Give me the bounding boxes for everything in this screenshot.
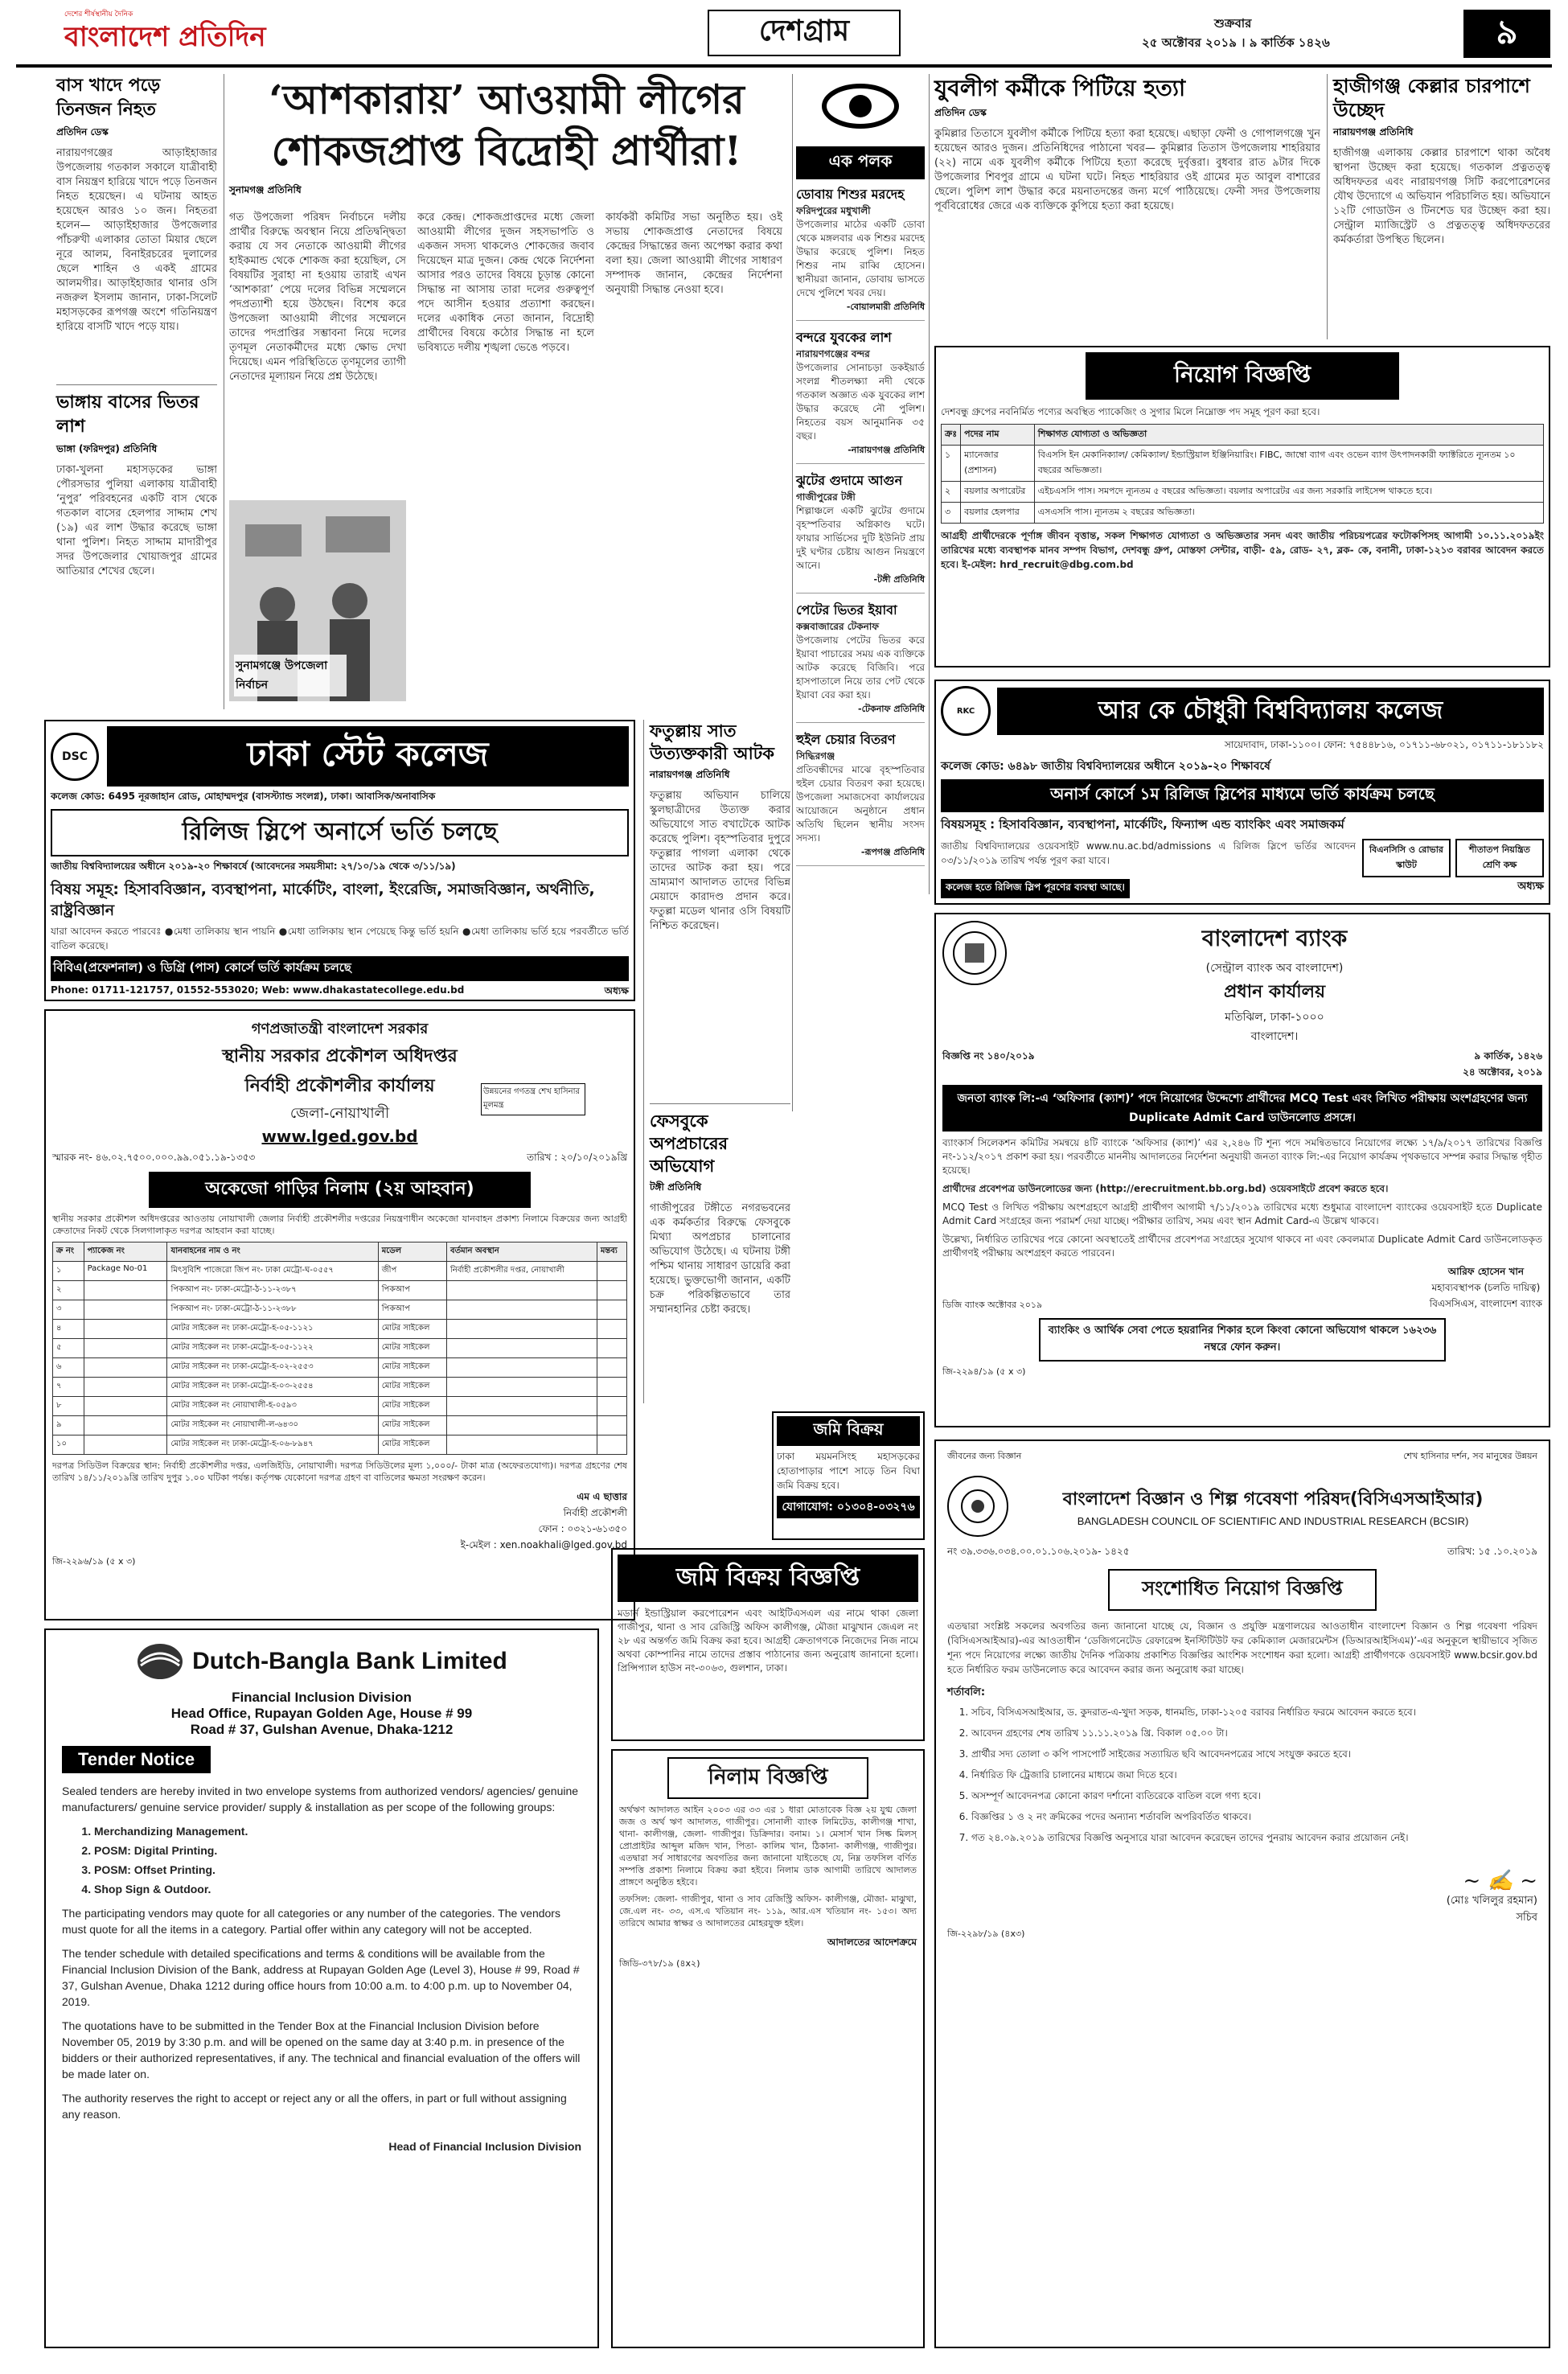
table-cell: ৮ bbox=[53, 1397, 84, 1416]
divider bbox=[56, 384, 217, 385]
article-column: করে কেন্দ্র। শোকজপ্রাপ্তদের মধ্যে জেলা আওয়ামী লীগের দুজন সহসভাপতি ও একজন সদস্য থাকলেও শোকজের জবাব দিয়েছেন মাত্র দুজন। কেন্দ্র থেকে নির্দেশনা আসার পরও তাদের বিষয়ে চূড়ান্ত কোনো সিদ্ধান্ত না আসায় তারা দলের গুরুত্বপূর্ণ পদে আসীন হওয়ার প্রত্যাশা করছেন। দলের একাধিক নেতা জানান, বিদ্রোহী প্রার্থীদের বিষয়ে কঠোর সিদ্ধান্ত না হলে ভবিষ্যতে দলীয় শৃঙ্খলা ভেঙে পড়বে। bbox=[417, 212, 594, 354]
bb-sub: (সেন্ট্রাল ব্যাংক অব বাংলাদেশ) bbox=[1205, 962, 1344, 975]
divider bbox=[650, 1103, 790, 1104]
table-cell: মোটর সাইকেল নং ঢাকা-মেট্রো-হ-০৫-১১২২ bbox=[167, 1339, 378, 1358]
ad-rk-college bbox=[934, 680, 1550, 905]
flash-byline: সিদ্ধিরগঞ্জ bbox=[796, 750, 835, 762]
article-body: কুমিল্লার তিতাসে যুবলীগ কর্মীকে পিটিয়ে হত্যা করা হয়েছে। এছাড়া ফেনী ও গোপালগঞ্জে খুন হয়েছেন আরও দুজন। প্রতিনিধিদের পাঠানো খবর— কুমিল্লার তিতাস উপজেলায় শাহরিয়ার (২২) নামে এক যুবলীগ কর্মীকে পিটিয়ে হত্যা করেছে দুর্বৃত্তরা। বুধবার রাত ৯টার দিকে উপজেলার শিবপুর গ্রামে এ ঘটনা ঘটে। নিহত শাহরিয়ার ওই গ্রামের মৃত আবুল বাশারের ছেলে। পুলিশ লাশ উদ্ধার করে ময়নাতদন্তের জন্য মর্গে পাঠিয়েছে। ফেনী সদর উপজেলায় পূর্ববিরোধের জেরে এক ব্যক্তিকে কুপিয়ে হত্যা করা হয়েছে। bbox=[934, 128, 1320, 212]
ad-body: ঢাকা ময়মনসিংহ মহাসড়কের হোতাপাড়ার পাশে সাড়ে তিন বিঘা জমি বিক্রয় হবে। bbox=[777, 1451, 920, 1491]
table-cell: মোটর সাইকেল bbox=[378, 1358, 446, 1378]
table-row bbox=[53, 1300, 627, 1320]
tender-p1: Sealed tenders are hereby invited in two envelope systems from authorized vendors/ agencies/ genuine manufacturers/ genuine service provider/ supply & installation as per scope of the following groups: bbox=[62, 1785, 579, 1813]
table-row bbox=[53, 1320, 627, 1339]
table-cell: ৬ bbox=[53, 1358, 84, 1378]
table-cell: পিকআপ নং- ঢাকা-মেট্রো-ঠ-১১-২৩৮৭ bbox=[167, 1281, 378, 1300]
term-item: 2. আবেদন গ্রহণের শেষ তারিখ ১১.১১.২০১৯ খ্রি. বিকাল ০৫.০০ টা। bbox=[971, 1726, 1537, 1740]
term-item: 3. প্রার্থীর সদ্য তোলা ৩ কপি পাসপোর্ট সাইজের সত্যায়িত ছবি আবেদনপত্রের সাথে সংযুক্ত করতে হবে। bbox=[971, 1747, 1537, 1761]
bcsir-terms bbox=[971, 1705, 1537, 1845]
article-body: নারায়ণগঞ্জের আড়াইহাজার উপজেলায় গতকাল সকালে যাত্রীবাহী বাস নিয়ন্ত্রণ হারিয়ে খাদে পড়ে তিনজন নিহত হয়েছেন। এ ঘটনায় আহত হয়েছেন আরও ১০ জন। নিহতরা হলেন— আড়াইহাজার উপজেলার পাঁচরুখী এলাকার তোতা মিয়ার ছেলে নূরে আলম, বিনাইরচরের দুলালের ছেলে শাহিন ও একই গ্রামের আলমগীর। আড়াইহাজার থানার ওসি নজরুল ইসলাম জানান, ঢাকা-সিলেট মহাসড়কের রূপগঞ্জ অংশে গতিনিয়ন্ত্রণ হারিয়ে বাসটি খাদে পড়ে যায়। bbox=[56, 147, 217, 333]
bb-banner: জনতা ব্যাংক লি:-এ ‘অফিসার (ক্যাশ)’ পদে নিয়োগের উদ্দেশ্যে প্রার্থীদের MCQ Test এবং লিখিত পরীক্ষায় অংশগ্রহণের জন্য Duplicate Admit Card ডাউনলোড প্রসঙ্গে। bbox=[942, 1085, 1542, 1132]
table-cell bbox=[597, 1416, 626, 1435]
ad-job bbox=[934, 346, 1550, 667]
college-logo: RKC bbox=[941, 686, 991, 736]
lead-headline-1: ‘আশকারায়’ আওয়ামী লীগের bbox=[269, 76, 745, 123]
table-cell bbox=[597, 1378, 626, 1397]
ad-title: জমি বিক্রয় বিজ্ঞপ্তি bbox=[618, 1555, 918, 1602]
flash-item bbox=[796, 602, 925, 723]
ad-district: জেলা-নোয়াখালী bbox=[289, 1105, 390, 1122]
headline: ফতুল্লায় সাত উত্যক্তকারী আটক bbox=[650, 721, 774, 763]
ad-banner: অকেজো গাড়ির নিলাম (২য় আহবান) bbox=[149, 1172, 531, 1208]
masthead-tagline: দেশের শীর্ষস্থানীয় দৈনিক bbox=[64, 10, 133, 18]
column-divider bbox=[792, 74, 793, 1111]
lead-story bbox=[229, 74, 784, 709]
byline: প্রতিদিন ডেস্ক bbox=[934, 107, 987, 118]
ad-dept: স্থানীয় সরকার প্রকৌশল অধিদপ্তর bbox=[222, 1046, 458, 1066]
ad-dbbl bbox=[44, 1629, 599, 2348]
table-header: যানবাহনের নাম ও নং bbox=[167, 1242, 378, 1262]
masthead bbox=[16, 6, 1552, 63]
byline: ভাঙ্গা (ফরিদপুর) প্রতিনিধি bbox=[56, 443, 158, 454]
news-fatulla bbox=[650, 720, 790, 1098]
article-body: ফতুল্লায় অভিযান চালিয়ে স্কুলছাত্রীদের উত্যক্ত করার অভিযোগে সাত বখাটেকে আটক করেছে পুলিশ। বৃহস্পতিবার দুপুরে ফতুল্লার পাগলা এলাকা থেকে তাদের আটক করা হয়। পরে ভ্রাম্যমাণ আদালত তাদের বিভিন্ন মেয়াদে কারাদণ্ড প্রদান করে। ফতুল্লা মডেল থানার ওসি বিষয়টি নিশ্চিত করেছেন। bbox=[650, 790, 790, 932]
table-header: শিক্ষাগত যোগ্যতা ও অভিজ্ঞতা bbox=[1034, 425, 1543, 446]
term-item: 5. অসম্পূর্ণ আবেদনপত্র কোনো কারণ দর্শানো ব্যতিরেকে বাতিল বলে গণ্য হবে। bbox=[971, 1789, 1537, 1803]
ad-schedule: তফসিল: জেলা- গাজীপুর, থানা ও সাব রেজিস্ট্রি অফিস- কালীগঞ্জ, মৌজা- মাঝুখা, জে.এল নং- ৩৩, এস.এ খতিয়ান নং- ১১৯, আর.এস খতিয়ান নং- ১৫৩। অদ্য তারিখে আমার স্বাক্ষর ও আদালতের মোহরযুক্ত হইল। bbox=[619, 1894, 917, 1928]
ad-ref-date: তারিখ : ২০/১০/২০১৯খ্রি bbox=[527, 1152, 627, 1163]
table-row bbox=[53, 1339, 627, 1358]
table-header: পদের নাম bbox=[961, 425, 1035, 446]
bcsir-date: তারিখ: ১৫ .১০.২০১৯ bbox=[1447, 1546, 1537, 1557]
flash-column bbox=[796, 74, 925, 1385]
bb-ref-code: ডিজি ব্যাংক অক্টোবর ২০১৯ bbox=[942, 1300, 1043, 1310]
table-cell: ১ bbox=[942, 446, 961, 482]
table-header: ক্র নং bbox=[53, 1242, 84, 1262]
flash-label: এক পলক bbox=[796, 146, 925, 179]
tender-groups bbox=[94, 1823, 581, 1897]
ad-office: নির্বাহী প্রকৌশলীর কার্যালয় bbox=[244, 1076, 435, 1096]
sig-name: (মোঃ খলিলুর রহমান) bbox=[1446, 1895, 1537, 1907]
table-cell: ৫ bbox=[53, 1339, 84, 1358]
tender-p4: The quotations have to be submitted in the Tender Box at the Financial Inclusion Division before November 05, 2019 by 3:30 p.m. and will be opened on the same day at 3:40 p.m. in presence of the bidders or their authorized representatives, if any. The technical and financial evaluation of the offers will be made later on. bbox=[62, 2019, 581, 2080]
ad-eligibility: যারা আবেদন করতে পারবেঃ ●মেধা তালিকায় স্থান পায়নি ●মেধা তালিকায় স্থান পেয়েছে কিন্তু ভর্তি হয়নি ●মেধা তালিকায় ভর্তি হয়ে পরবর্তীতে ভর্তি বাতিল করেছে। bbox=[51, 926, 629, 951]
tender-p2: The participating vendors may quote for all categories or any number of the categories. The vendors must quote for all the items in a category. Partial offer within any category will not be accepted. bbox=[62, 1907, 560, 1936]
bb-country: বাংলাদেশ। bbox=[1250, 1030, 1299, 1043]
ad-note: জাতীয় বিশ্ববিদ্যালয়ের অধীনে ২০১৯-২০ শিক্ষাবর্ষে (আবেদনের সময়সীমা: ২৭/১০/১৯ থেকে ৩/১১/১৯) bbox=[51, 860, 456, 872]
eye-icon bbox=[796, 74, 925, 146]
bcsir-ref: নং ৩৯.৩৩৬.০৩৪.০০.০১.১০৬.২০১৯- ১৪২৫ bbox=[947, 1546, 1130, 1557]
job-table bbox=[941, 424, 1544, 524]
article-column: কার্যকরী কমিটির সভা অনুষ্ঠিত হয়। ওই সভায় শোকজপ্রাপ্ত নেতাদের বিষয়ে কেন্দ্রের সিদ্ধান্তের জন্য অপেক্ষা করার কথা বলা হয়। জেলা আওয়ামী লীগের সাধারণ সম্পাদক জানান, কেন্দ্রের নির্দেশনা অনুযায়ী সিদ্ধান্ত নেওয়া হবে। bbox=[605, 212, 782, 296]
column-divider bbox=[643, 720, 644, 1403]
table-cell: ৩ bbox=[53, 1300, 84, 1320]
section-label bbox=[708, 10, 901, 56]
ad-address: সায়েদাবাদ, ঢাকা-১১০০। ফোন: ৭৫৪৪৮১৬, ০১৭১১-৬৮০২১, ০১৭১১-১৮১১৮২ bbox=[1224, 739, 1544, 750]
ad-title: নিলাম বিজ্ঞপ্তি bbox=[667, 1757, 868, 1799]
ad-code: জি-২২৯৮/১৯ (৪x৩) bbox=[947, 1928, 1025, 1939]
news-facebook bbox=[650, 1110, 790, 1399]
bcsir-name-en: BANGLADESH COUNCIL OF SCIENTIFIC AND INDUSTRIAL RESEARCH (BCSIR) bbox=[1077, 1515, 1469, 1527]
table-cell bbox=[84, 1281, 167, 1300]
table-cell bbox=[447, 1300, 597, 1320]
bcsir-banner: সংশোধিত নিয়োগ বিজ্ঞপ্তি bbox=[1108, 1569, 1377, 1611]
ad-features bbox=[1362, 839, 1544, 877]
table-row bbox=[53, 1281, 627, 1300]
table-cell: ৭ bbox=[53, 1378, 84, 1397]
table-cell: Package No-01 bbox=[84, 1262, 167, 1281]
sig-phone: ফোন : ০৩২১-৬১৩৫০ bbox=[538, 1523, 627, 1534]
table-cell: জীপ bbox=[378, 1262, 446, 1281]
table-cell bbox=[84, 1435, 167, 1455]
sig-title: মহাব্যবস্থাপক (চলতি দায়িত্ব) bbox=[1431, 1282, 1541, 1293]
ad-body: মডার্ন ইন্ডাস্ট্রিয়াল করপোরেশন এবং আইটিএসএল এর নামে থাকা জেলা গাজীপুর, থানা ও সাব রেজিস্ট্রি অফিস কালীগঞ্জ, মৌজা মাঝুখান জেএল নং ২৮ এর অন্তর্গত জমি বিক্রয় করা হবে। আগ্রহী ক্রেতাগণকে নিজেদের নিজ নামে অথবা কোম্পানির নামে তাদের প্রস্তাব পাঠানোর জন্য অনুরোধ জানানো হলো। প্রিন্সিপ্যাল হাউস নং-৩০৬৩, গুলশান, ঢাকা। bbox=[618, 1608, 918, 1674]
flash-item bbox=[796, 186, 925, 321]
ad-intro: স্থানীয় সরকার প্রকৌশল অধিদপ্তরের আওতায় নোয়াখালী জেলার নির্বাহী প্রকৌশলীর দপ্তরের নিয়ন্ত্রণাধীন অকেজো যানবাহন প্রকাশ্য নিলামে বিক্রয়ের জন্য আগ্রহী ক্রেতাদের নিকট থেকে সিলগালাকৃত দরপত্র আহবান করা যাচ্ছে। bbox=[52, 1214, 627, 1236]
bb-date-2: ২৪ অক্টোবর, ২০১৯ bbox=[1463, 1066, 1542, 1078]
table-row bbox=[53, 1358, 627, 1378]
table-row bbox=[53, 1262, 627, 1281]
table-row bbox=[942, 446, 1544, 482]
bank-address-2: Road # 37, Gulshan Avenue, Dhaka-1212 bbox=[190, 1722, 454, 1737]
column-divider bbox=[1327, 74, 1328, 339]
ad-title: জমি বিক্রয় bbox=[777, 1416, 920, 1446]
table-cell bbox=[447, 1281, 597, 1300]
ad-code: জি-২২৯৪/১৯ (৫ x ৩) bbox=[942, 1366, 1026, 1377]
section-title: দেশগ্রাম bbox=[758, 14, 850, 47]
news-bhanga bbox=[56, 391, 217, 648]
table-cell: এসএসসি পাস। ন্যূনতম ২ বছরের অভিজ্ঞতা। bbox=[1034, 503, 1543, 524]
flash-headline: বন্দরে যুবকের লাশ bbox=[796, 330, 892, 345]
table-cell bbox=[447, 1339, 597, 1358]
table-row bbox=[942, 482, 1544, 503]
table-cell bbox=[84, 1358, 167, 1378]
byline: প্রতিদিন ডেস্ক bbox=[56, 126, 109, 138]
tender-signature: Head of Financial Inclusion Division bbox=[388, 2140, 581, 2153]
dbbl-logo-icon bbox=[136, 1641, 184, 1682]
page-number: ৯ bbox=[1463, 10, 1550, 58]
table-cell: বিএসসি ইন মেকানিক্যাল/ কেমিক্যাল/ ইন্ডাস্ট্রিয়াল ইঞ্জিনিয়ারিং। FIBC, জাম্বো ব্যাগ এবং ওভেন ব্যাগ উৎপাদনকারী ফ্যাক্টরিতে ন্যূনতম ১০ বছরের অভিজ্ঞতা। bbox=[1034, 446, 1543, 482]
ad-signature: আদালতের আদেশক্রমে bbox=[827, 1937, 917, 1948]
table-cell: মোটর সাইকেল bbox=[378, 1416, 446, 1435]
photo-caption: সুনামগঞ্জে উপজেলা নির্বাচন bbox=[234, 655, 347, 696]
term-item: 6. বিজ্ঞপ্তির ১ ও ২ নং ক্রমিকের পদের অন্যান্য শর্তাবলি অপরিবর্তিত থাকবে। bbox=[971, 1809, 1537, 1824]
table-cell: মোটর সাইকেল নং ঢাকা-মেট্রো-হ-০২-২৫৫৩ bbox=[167, 1358, 378, 1378]
table-cell bbox=[597, 1320, 626, 1339]
ad-apply: আগ্রহী প্রার্থীদেরকে পূর্ণাঙ্গ জীবন বৃত্তান্ত, সকল শিক্ষাগত যোগ্যতা ও অভিজ্ঞতার সনদ এবং জাতীয় পরিচয়পত্রের ফটোকপিসহ আগামী ১০.১১.২০১৯ইং তারিখের মধ্যে ব্যবস্থাপক মানব সম্পদ বিভাগ, দেশবন্ধু গ্রুপ, মোস্তফা সেন্টার, বাড়ী- ৫৯, রোড- ২৭, ব্লক- কে, বনানী, ঢাকা-১২১৩ বরাবর আবেদন করতে হবে। ই-মেইল: hrd_recruit@dbg.com.bd bbox=[941, 530, 1544, 570]
table-cell: ২ bbox=[53, 1281, 84, 1300]
table-row bbox=[53, 1378, 627, 1397]
table-cell bbox=[597, 1358, 626, 1378]
table-header: প্যাকেজ নং bbox=[84, 1242, 167, 1262]
table-cell: মোটর সাইকেল নং ঢাকা-মেট্রো-হ-০৬-৮৯৪৭ bbox=[167, 1435, 378, 1455]
tender-group-item: 3. POSM: Offset Printing. bbox=[94, 1862, 581, 1878]
article-body: গাজীপুরের টঙ্গীতে নগরভবনের এক কর্মকর্তার বিরুদ্ধে ফেসবুকে মিথ্যা অপপ্রচার চালানোর অভিযোগ উঠেছে। এ ঘটনায় টঙ্গী পশ্চিম থানায় সাধারণ ডায়েরি করা হয়েছে। ভুক্তভোগী জানান, একটি চক্র পরিকল্পিতভাবে তার সম্মানহানির চেষ্টা করছে। bbox=[650, 1202, 790, 1316]
ad-bcsir bbox=[934, 1440, 1550, 2348]
bb-date-1: ৯ কার্তিক, ১৪২৬ bbox=[1474, 1050, 1542, 1062]
flash-item bbox=[796, 472, 925, 594]
flash-item bbox=[796, 329, 925, 464]
bb-address: মতিঝিল, ঢাকা-১০০০ bbox=[1225, 1011, 1324, 1024]
news-jubolig bbox=[934, 74, 1320, 339]
headline: ভাঙ্গায় বাসের ভিতর লাশ bbox=[56, 392, 199, 437]
flash-sig: -বোয়ালমারী প্রতিনিধি bbox=[846, 302, 925, 312]
table-cell bbox=[84, 1416, 167, 1435]
ad-motto: উন্নয়নের গণতন্ত্র শেখ হাসিনার মূলমন্ত্র bbox=[481, 1083, 585, 1115]
tender-p3: The tender schedule with detailed specifications and terms & conditions will be available from the Financial Inclusion Division of the Bank, address at Rupayan Golden Age (Level 3), House # 99, Road # 37, Gulshan Avenue, Dhaka 1212 during office hours from 10:00 a.m. to 4:00 p.m. up to November 04, 2019. bbox=[62, 1947, 580, 2008]
article-column: গত উপজেলা পরিষদ নির্বাচনে দলীয় প্রার্থীর বিরুদ্ধে অবস্থান নিয়ে প্রতিদ্বন্দ্বিতা করায় যে সব নেতাকে আওয়ামী লীগের হাইকমান্ড থেকে শোকজ করা হয়েছিল, সে বিষয়টির সুরাহা না হওয়ায় তারাই এখন ‘আশকারা’ পেয়ে দলের বিভিন্ন সম্মেলনে পদপ্রত্যাশী হয়ে উঠছেন। বিশেষ করে উপজেলা আওয়ামী লীগের সম্মেলনে তাদের পদপ্রাপ্তির সম্ভাবনা নিয়ে দলের তৃণমূল নেতাকর্মীদের মধ্যে ক্ষোভ দেখা দিয়েছে। এমন পরিস্থিতিতে তৃণমূলের ত্যাগী নেতাদের মূল্যায়ন নিয়ে প্রশ্ন উঠেছে। bbox=[229, 212, 406, 383]
headline: বাস খাদে পড়ে তিনজন নিহত bbox=[56, 76, 161, 120]
term-item: 1. সচিব, বিসিএসআইআর, ড. কুদরাত-এ-খুদা সড়ক, ধানমন্ডি, ঢাকা-১২০৫ বরাবর নির্ধারিত ফরমে আবেদন করতে হবে। bbox=[971, 1705, 1537, 1719]
byline: টঙ্গী প্রতিনিধি bbox=[650, 1181, 702, 1193]
bcsir-top-right: শেখ হাসিনার দর্শন, সব মানুষের উন্নয়ন bbox=[1403, 1451, 1537, 1461]
headline: যুবলীগ কর্মীকে পিটিয়ে হত্যা bbox=[934, 75, 1186, 101]
bcsir-top-left: জীবনের জন্য বিজ্ঞান bbox=[947, 1451, 1022, 1461]
table-cell bbox=[447, 1397, 597, 1416]
table-cell bbox=[84, 1378, 167, 1397]
bcsir-logo bbox=[947, 1476, 1008, 1537]
table-cell bbox=[447, 1320, 597, 1339]
flash-byline: কক্সবাজারের টেকনাফ bbox=[796, 621, 880, 632]
table-cell: মোটর সাইকেল নং নোয়াখালী-হ-০৫৯৩ bbox=[167, 1397, 378, 1416]
bcsir-body: এতদ্বারা সংশ্লিষ্ট সকলের অবগতির জন্য জানানো যাচ্ছে যে, বিজ্ঞান ও প্রযুক্তি মন্ত্রণালয়ের আওতাধীন বাংলাদেশ বিজ্ঞান ও শিল্প গবেষণা পরিষদ (বিসিএসআইআর)-এর আওতাধীন ‘ডেজিগনেটেড রেফারেন্স ইনস্টিটিউট ফর কেমিক্যাল মেজারমেন্টস (ডিআরআইসিএম)’-এর অনুকূলে স্থায়ীভাবে সৃজিত শূন্য পদে নিয়োগের লক্ষ্যে জাতীয় দৈনিক পত্রিকায় প্রকাশিত বিজ্ঞপ্তির আংশিক সংশোধন করা হলো। আগ্রহী প্রার্থীগণকে ওয়েবসাইট www.bcsir.gov.bd হতে নির্ধারিত ফরম ডাউনলোড করে আবেদন করার জন্য অনুরোধ করা যাচ্ছে। bbox=[947, 1620, 1537, 1675]
table-row bbox=[942, 503, 1544, 524]
ad-code: জিডি-৩৭৮/১৯ (৪x২) bbox=[619, 1958, 700, 1969]
ad-title: আর কে চৌধুরী বিশ্ববিদ্যালয় কলেজ bbox=[997, 688, 1544, 735]
term-item: 7. গত ২৪.০৯.২০১৯ তারিখের বিজ্ঞপ্তি অনুসারে যারা আবেদন করেছেন তাদের পুনরায় আবেদন করার প্রয়োজন নেই। bbox=[971, 1830, 1537, 1845]
ad-web: জাতীয় বিশ্ববিদ্যালয়ের ওয়েবসাইট www.nu.ac.bd/admissions এ রিলিজ স্লিপে ভর্তির আবেদন ০৩/১১/২০১৯ তারিখ পর্যন্ত পূরণ করা যাবে। bbox=[941, 840, 1356, 866]
table-cell: মোটর সাইকেল নং ঢাকা-মেট্রো-হ-০৫-১১২১ bbox=[167, 1320, 378, 1339]
bcsir-name-bn: বাংলাদেশ বিজ্ঞান ও শিল্প গবেষণা পরিষদ(বিসিএসআইআর) bbox=[1062, 1489, 1484, 1509]
sig-org: বিএসসিএস, বাংলাদেশ ব্যাংক bbox=[1429, 1298, 1542, 1309]
ad-lged bbox=[44, 1009, 635, 1620]
table-cell: মোটর সাইকেল bbox=[378, 1339, 446, 1358]
table-cell: ৩ bbox=[942, 503, 961, 524]
flash-body: উপজেলার সোনাচড়া ডকইয়ার্ড সংলগ্ন শীতলক্ষ্যা নদী থেকে গতকাল অজ্ঞাত এক যুবকের লাশ উদ্ধার করেছে নৌ পুলিশ। নিহতের বয়স আনুমানিক ৩৫ বছর। bbox=[796, 362, 925, 442]
table-cell: মোটর সাইকেল bbox=[378, 1435, 446, 1455]
table-cell: ২ bbox=[942, 482, 961, 503]
bb-p3: MCQ Test ও লিখিত পরীক্ষায় অংশগ্রহণে আগ্রহী প্রার্থীগণ আগামী ৭/১১/২০১৯ তারিখের মধ্যে শুধুমাত্র বাংলাদেশ ব্যাংকের ওয়েবসাইট হতে Duplicate Admit Card সংগ্রহের জন্য পরামর্শ দেয়া যাচ্ছে। পরীক্ষার তারিখ, সময় এবং স্থান Admit Card-এ উল্লেখ থাকবে। bbox=[942, 1201, 1542, 1226]
table-cell: ১ bbox=[53, 1262, 84, 1281]
bb-logo bbox=[942, 921, 1007, 985]
table-header: ক্রঃ bbox=[942, 425, 961, 446]
table-cell: এইচএসসি পাস। সমপদে ন্যূনতম ৫ বছরের অভিজ্ঞতা। বয়লার অপারেটর এর জন্য সরকারি লাইসেন্স থাকতে হবে। bbox=[1034, 482, 1543, 503]
ad-dhaka-state-college bbox=[44, 720, 635, 1001]
table-cell: মোটর সাইকেল bbox=[378, 1397, 446, 1416]
table-header: বর্তমান অবস্থান bbox=[447, 1242, 597, 1262]
lead-headline-2: শোকজপ্রাপ্ত বিদ্রোহী প্রার্থীরা! bbox=[271, 127, 742, 175]
masthead-day: শুক্রবার bbox=[1214, 16, 1252, 31]
bb-p2: প্রার্থীদের প্রবেশপত্র ডাউনলোডের জন্য (http://erecruitment.bb.org.bd) ওয়েবসাইটে প্রবেশ করতে হবে। bbox=[942, 1183, 1389, 1194]
bank-division: Financial Inclusion Division bbox=[232, 1690, 412, 1705]
table-cell bbox=[84, 1320, 167, 1339]
table-cell: পিকআপ নং- ঢাকা-মেট্রো-ঠ-১১-২৩৮৮ bbox=[167, 1300, 378, 1320]
tender-p5: The authority reserves the right to accept or reject any or all the offers, in part or full without assigning any reason. bbox=[62, 2092, 567, 2121]
table-cell bbox=[597, 1435, 626, 1455]
byline: সুনামগঞ্জ প্রতিনিধি bbox=[229, 184, 302, 195]
flash-item bbox=[796, 731, 925, 866]
sig-email: ই-মেইল : xen.noakhali@lged.gov.bd bbox=[460, 1539, 627, 1550]
bb-helpline: ব্যাংকিং ও আর্থিক সেবা পেতে হয়রানির শিকার হলে কিংবা কোনো অভিযোগ থাকলে ১৬২৩৬ নম্বরে ফোন করুন। bbox=[1039, 1318, 1446, 1362]
table-row bbox=[53, 1397, 627, 1416]
flash-headline: ঝুটের গুদামে আগুন bbox=[796, 473, 903, 488]
tender-group-item: 2. POSM: Digital Printing. bbox=[94, 1842, 581, 1859]
ad-subjects: বিষয়সমূহ : হিসাববিজ্ঞান, ব্যবস্থাপনা, মার্কেটিং, ফিন্যান্স এন্ড ব্যাংকিং এবং সমাজকর্ম bbox=[941, 817, 1344, 832]
headline: ফেসবুকে অপপ্রচারের অভিযোগ bbox=[650, 1111, 729, 1176]
table-cell: মোটর সাইকেল নং ঢাকা-মেট্রো-হ-০৩-২৫৫৪ bbox=[167, 1378, 378, 1397]
flash-items bbox=[796, 186, 925, 866]
signature-mark: ~ ✍ ~ bbox=[1463, 1869, 1537, 1893]
flash-body: উপজেলায় পেটের ভিতর করে ইয়াবা পাচারের সময় এক ব্যক্তিকে আটক করেছে বিজিবি। পরে হাসপাতালে নিয়ে তার পেট থেকে ইয়াবা বের করা হয়। bbox=[796, 635, 925, 700]
table-cell: ম্যানেজার (প্রশাসন) bbox=[961, 446, 1035, 482]
bb-ref: বিজ্ঞপ্তি নং ১৪০/২০১৯ bbox=[942, 1050, 1035, 1062]
flash-body: শিল্পাঞ্চলে একটি ঝুটের গুদামে বৃহস্পতিবার অগ্নিকাণ্ড ঘটে। ফায়ার সার্ভিসের দুটি ইউনিট প্রায় দুই ঘণ্টার চেষ্টায় আগুন নিয়ন্ত্রণে আনে। bbox=[796, 505, 925, 571]
table-cell bbox=[447, 1435, 597, 1455]
tender-group-item: 4. Shop Sign & Outdoor. bbox=[94, 1881, 581, 1897]
flash-sig: -টেকনাফ প্রতিনিধি bbox=[858, 704, 925, 714]
table-cell bbox=[597, 1281, 626, 1300]
bb-p1: ব্যাংকার্স সিলেকশন কমিটির সমন্বয়ে ৪টি ব্যাংকে ‘অফিসার (ক্যাশ)’ এর ২,২৪৬ টি শূন্য পদে সমন্বিতভাবে নিয়োগের লক্ষ্যে ১৭/৯/২০১৭ তারিখের বিজ্ঞপ্তি নং-১১২/২০১৭ প্রকাশ করা হয়। পরবর্তীতে মাননীয় আদালতের নির্দেশনা অনুযায়ী জনতা ব্যাংক লি:-এর নিয়োগ কার্যক্রম পৃথকভাবে সম্পন্ন করার সিদ্ধান্ত গৃহীত হয়েছে। bbox=[942, 1137, 1542, 1176]
table-cell bbox=[447, 1358, 597, 1378]
article-body: হাজীগঞ্জ এলাকায় কেল্লার চারপাশে থাকা অবৈধ স্থাপনা উচ্ছেদ করা হয়েছে। গতকাল প্রত্নতত্ত্ব অধিদফতর এবং নারায়ণগঞ্জ সিটি করপোরেশনের যৌথ উদ্যোগে এ অভিযান পরিচালিত হয়। অভিযানে ১২টি গোডাউন ও টিনশেড ঘর উচ্ছেদ করা হয়। সেন্ট্রাল ম্যাজিস্ট্রেট ও প্রত্নতত্ত্ব অধিদফতরের কর্মকর্তারা উপস্থিত ছিলেন। bbox=[1333, 147, 1550, 246]
bb-p4: উল্লেখ্য, নির্ধারিত তারিখের পরে কোনো অবস্থাতেই প্রার্থীদের প্রবেশপত্র সংগ্রহের সুযোগ থাকবে না এবং কেবলমাত্র Duplicate Admit Card ডাউনলোডকৃত প্রার্থীগণই পরীক্ষায় অংশগ্রহণ করতে পারবেন। bbox=[942, 1234, 1542, 1259]
table-cell: ৪ bbox=[53, 1320, 84, 1339]
term-item: 4. নির্ধারিত ফি ট্রেজারি চালানের মাধ্যমে জমা দিতে হবে। bbox=[971, 1768, 1537, 1782]
ad-bangladesh-bank bbox=[934, 913, 1550, 1427]
ad-web: www.lged.gov.bd bbox=[261, 1127, 418, 1146]
ad-gov: গণপ্রজাতন্ত্রী বাংলাদেশ সরকার bbox=[251, 1021, 429, 1037]
ad-code: জি-২২৯৬/১৯ (৫ x ৩) bbox=[52, 1556, 136, 1567]
sig-name: এম এ ছাত্তার bbox=[577, 1491, 627, 1502]
flash-body: প্রতিবন্ধীদের মাঝে বৃহস্পতিবার হুইল চেয়ার বিতরণ করা হয়েছে। উপজেলা সমাজসেবা কার্যালয়ের আয়োজনে অনুষ্ঠানে প্রধান অতিথি ছিলেন স্থানীয় সংসদ সদস্য। bbox=[796, 764, 925, 844]
ad-body: অর্থঋণ আদালত আইন ২০০৩ এর ৩৩ এর ১ ধারা মোতাবেক বিজ্ঞ ২য় যুগ্ম জেলা জজ ও অর্থ ঋণ আদালত, গাজীপুর। সোনালী ব্যাংক লিমিটেড, কালীগঞ্জ শাখা, থানা- কালীগঞ্জ, জেলা- গাজীপুর। ডিক্রিদার। বনাম। ১। মেসার্স খান সিল্ক মিলস্ প্রোপ্রাইটর আব্দুল মজিদ খান, পিতা- কালিম খান, ঠিকানা- কালীগঞ্জ, গাজীপুর। এতদ্বারা সর্ব সাধারণের অবগতির জন্য জানানো যাইতেছে যে, নিম্ন তফসিল বর্ণিত সম্পত্তি প্রকাশ্য নিলামে বিক্রয় করা হইবে। নিলাম ডাক আগামী তারিখে আদালত প্রাঙ্গণে অনুষ্ঠিত হইবে। bbox=[619, 1805, 917, 1887]
ad-intro: দেশবন্ধু গ্রুপের নবনির্মিত পণ্যের অবস্থিত প্যাকেজিং ও সুগার মিলে নিম্নোক্ত পদ সমূহ পূরণ করা হবে। bbox=[941, 406, 1320, 417]
ad-auction bbox=[611, 1749, 925, 2348]
college-logo: DSC bbox=[51, 733, 99, 781]
table-cell bbox=[597, 1339, 626, 1358]
table-cell: ১০ bbox=[53, 1435, 84, 1455]
bcsir-terms-title: শর্তাবলি: bbox=[947, 1686, 986, 1698]
bb-office: প্রধান কার্যালয় bbox=[1223, 982, 1326, 1002]
news-bus bbox=[56, 74, 217, 380]
ad-ref: স্মারক নং- ৪৬.০২.৭৫০০.০০০.৯৯.০৫১.১৯-১৩৫৩ bbox=[52, 1152, 256, 1163]
table-cell bbox=[447, 1378, 597, 1397]
ad-title: ঢাকা স্টেট কলেজ bbox=[107, 726, 629, 787]
table-cell: বয়লার অপারেটর bbox=[961, 482, 1035, 503]
table-cell bbox=[447, 1416, 597, 1435]
table-cell: নির্বাহী প্রকৌশলীর দপ্তর, নোয়াখালী bbox=[447, 1262, 597, 1281]
byline: নারায়ণগঞ্জ প্রতিনিধি bbox=[1333, 126, 1414, 138]
flash-sig: -নারায়ণগঞ্জ প্রতিনিধি bbox=[848, 445, 925, 455]
table-cell bbox=[84, 1300, 167, 1320]
bb-name: বাংলাদেশ ব্যাংক bbox=[1201, 925, 1348, 951]
ad-extra: বিবিএ(প্রফেশনাল) ও ডিগ্রি (পাস) কোর্সে ভর্তি কার্যক্রম চলছে bbox=[51, 956, 629, 981]
feature-badge: শীতাতপ নিয়ন্ত্রিত শ্রেণি কক্ষ bbox=[1455, 839, 1544, 877]
table-header: মডেল bbox=[378, 1242, 446, 1262]
table-cell bbox=[597, 1397, 626, 1416]
flash-headline: ডোবায় শিশুর মরদেহ bbox=[796, 187, 905, 202]
masthead-date: ২৫ অক্টোবর ২০১৯ । ৯ কার্তিক ১৪২৬ bbox=[1142, 35, 1330, 50]
column-divider bbox=[929, 74, 930, 894]
flash-byline: নারায়ণগঞ্জের বন্দর bbox=[796, 348, 870, 359]
flash-byline: গাজীপুরের টঙ্গী bbox=[796, 491, 856, 503]
tender-banner: Tender Notice bbox=[62, 1746, 211, 1773]
ad-terms: দরপত্র সিডিউল বিক্রয়ের স্থান: নির্বাহী প্রকৌশলীর দপ্তর, এলজিইডি, নোয়াখালী। দরপত্র সিডিউলের মূল্য ১,০০০/- টাকা মাত্র (অফেরতযোগ্য)। দরপত্র গ্রহণের শেষ তারিখ ১৪/১১/২০১৯খ্রি তারিখ দুপুর ১.০০ ঘটিকা পর্যন্ত। কর্তৃপক্ষ যেকোনো দরপত্র গ্রহণ বা বাতিলের ক্ষমতা সংরক্ষণ করেন। bbox=[52, 1460, 627, 1483]
sig-title: নির্বাহী প্রকৌশলী bbox=[563, 1507, 627, 1518]
feature-badge: বিএনসিসি ও রোভার স্কাউট bbox=[1362, 839, 1451, 877]
ad-land-notice bbox=[611, 1548, 925, 1741]
flash-byline: ফরিদপুরের মধুখালী bbox=[796, 205, 871, 216]
ad-banner: অনার্স কোর্সে ১ম রিলিজ স্লিপের মাধ্যমে ভর্তি কার্যক্রম চলছে bbox=[941, 779, 1544, 812]
ad-line: কলেজ কোড: ৬৪৯৮ জাতীয় বিশ্ববিদ্যালয়ের অধীনে ২০১৯-২০ শিক্ষাবর্ষে bbox=[941, 760, 1270, 773]
ad-phone: যোগাযোগ: ০১৩০৪-০৩২৭৬ bbox=[777, 1496, 920, 1518]
table-header: মন্তব্য bbox=[597, 1242, 626, 1262]
table-cell: পিকআপ bbox=[378, 1281, 446, 1300]
ad-title: নিয়োগ বিজ্ঞপ্তি bbox=[1086, 352, 1399, 400]
ad-subjects: বিষয় সমূহ: হিসাববিজ্ঞান, ব্যবস্থাপনা, মার্কেটিং, বাংলা, ইংরেজি, সমাজবিজ্ঞান, অর্থনীতি, রাষ্ট্রবিজ্ঞান bbox=[51, 881, 595, 919]
flash-sig: -রূপগঞ্জ প্রতিনিধি bbox=[860, 847, 925, 857]
table-cell: মিৎসুবিশি পাজেরো জিপ নং- ঢাকা মেট্রো-ঘ-০৫৫৭ bbox=[167, 1262, 378, 1281]
table-cell bbox=[84, 1339, 167, 1358]
flash-headline: পেটের ভিতর ইয়াবা bbox=[796, 602, 897, 618]
bank-name: Dutch-Bangla Bank Limited bbox=[192, 1648, 507, 1674]
table-cell: মোটর সাইকেল bbox=[378, 1378, 446, 1397]
table-row bbox=[53, 1416, 627, 1435]
tender-group-item: 1. Merchandizing Management. bbox=[94, 1823, 581, 1839]
news-hajiganj bbox=[1333, 74, 1550, 339]
ad-banner: রিলিজ স্লিপে অনার্সে ভর্তি চলছে bbox=[51, 809, 629, 856]
flash-headline: হুইল চেয়ার বিতরণ bbox=[796, 732, 896, 747]
byline: নারায়ণগঞ্জ প্রতিনিধি bbox=[650, 769, 730, 780]
flash-sig: -টঙ্গী প্রতিনিধি bbox=[873, 574, 925, 585]
sig-name: আরিফ হোসেন খান bbox=[1447, 1266, 1525, 1277]
table-cell: মোটর সাইকেল নং নোয়াখালী-ল-৬৪৩০ bbox=[167, 1416, 378, 1435]
table-cell: মোটর সাইকেল bbox=[378, 1320, 446, 1339]
table-cell bbox=[597, 1300, 626, 1320]
vehicle-table bbox=[52, 1242, 627, 1455]
headline: হাজীগঞ্জ কেল্লার চারপাশে উচ্ছেদ bbox=[1333, 75, 1530, 121]
paper-name: বাংলাদেশ প্রতিদিন bbox=[64, 21, 266, 53]
ad-land-small bbox=[772, 1411, 925, 1540]
table-cell bbox=[597, 1262, 626, 1281]
bank-address-1: Head Office, Rupayan Golden Age, House # 99 bbox=[170, 1706, 473, 1721]
table-cell bbox=[84, 1397, 167, 1416]
table-cell: বয়লার হেলপার bbox=[961, 503, 1035, 524]
lead-photo bbox=[229, 500, 406, 701]
table-row bbox=[53, 1435, 627, 1455]
ad-note: কলেজ হতে রিলিজ স্লিপ পূরণের ব্যবস্থা আছে। bbox=[941, 879, 1130, 898]
table-cell: পিকআপ bbox=[378, 1300, 446, 1320]
ad-code: কলেজ কোড: 6495 নূরজাহান রোড, মোহাম্মদপুর (বাসস্ট্যান্ড সংলগ্ন), ঢাকা। আবাসিক/অনাবাসিক bbox=[51, 791, 436, 802]
sig-title: সচিব bbox=[1516, 1912, 1537, 1924]
ad-principal: অধ্যক্ষ bbox=[604, 985, 629, 996]
table-cell: ৯ bbox=[53, 1416, 84, 1435]
article-body: ঢাকা-খুলনা মহাসড়কের ভাঙ্গা পৌরসভার পুলিয়া এলাকায় যাত্রীবাহী ‘নুপুর’ পরিবহনের একটি বাস থেকে গতকাল বাসের হেলপার সাদ্দাম শেখ (১৯) এর লাশ উদ্ধার করেছে ভাঙ্গা থানা পুলিশ। নিহত সাদ্দাম মাদারীপুর সদর উপজেলার খোয়াজপুর গ্রামের আতিয়ার শেখের ছেলে। bbox=[56, 464, 217, 577]
ad-principal: অধ্যক্ষ bbox=[1517, 881, 1544, 893]
flash-body: উপজেলার মাঠের একটি ডোবা থেকে মঙ্গলবার এক শিশুর মরদেহ উদ্ধার করেছে পুলিশ। নিহত শিশুর নাম রাব্বি হোসেন। স্থানীয়রা জানান, ডোবায় ভাসতে দেখে পুলিশে খবর দেয়। bbox=[796, 219, 925, 298]
masthead-rule bbox=[16, 64, 1552, 68]
ad-phone: Phone: 01711-121757, 01552-553020; Web: www.dhakastatecollege.edu.bd bbox=[51, 984, 465, 996]
